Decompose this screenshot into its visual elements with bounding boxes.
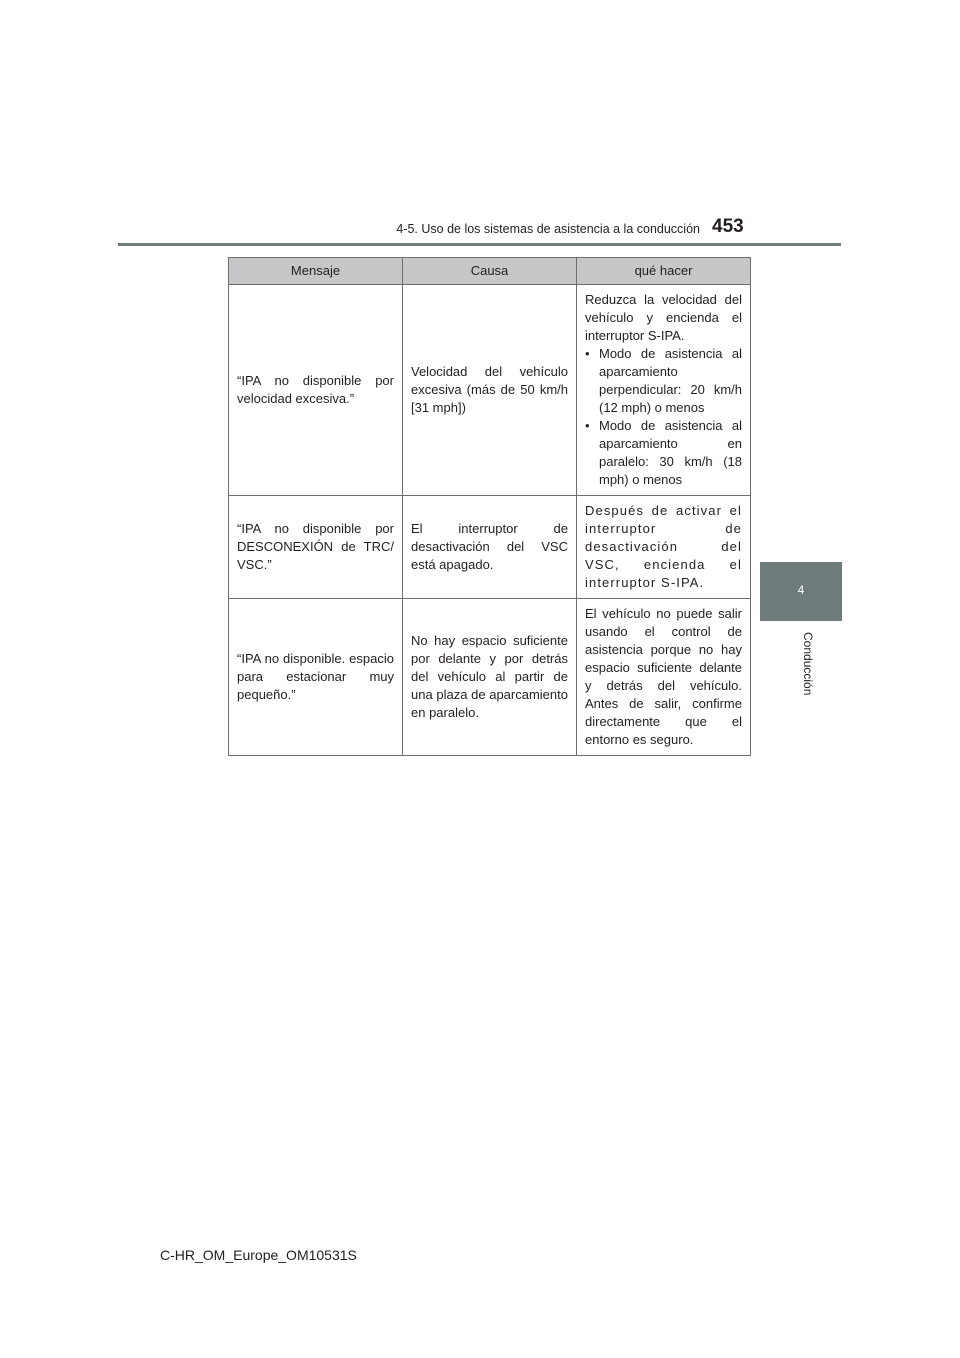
que-hacer-intro: Reduzca la velocidad del vehículo y encienda el interruptor S-IPA. xyxy=(585,292,742,343)
column-header-mensaje: Mensaje xyxy=(229,258,403,285)
mensaje-cell: “IPA no disponible por velocidad excesiva.” xyxy=(229,285,403,496)
document-code: C-HR_OM_Europe_OM10531S xyxy=(160,1247,357,1263)
page-number: 453 xyxy=(712,216,744,237)
chapter-number: 4 xyxy=(797,583,805,597)
header-divider xyxy=(118,243,841,246)
list-item-text: Modo de asistencia al aparcamiento en paralelo: 30 km/h (18 mph) o menos xyxy=(599,418,742,487)
message-table xyxy=(228,257,751,756)
bullet-icon: • xyxy=(585,346,590,361)
que-hacer-list xyxy=(585,345,742,489)
section-title: 4-5. Uso de los sistemas de asistencia a la conducción xyxy=(396,222,700,236)
table-header-row xyxy=(229,258,751,285)
list-item xyxy=(585,345,742,417)
que-hacer-cell xyxy=(577,285,751,496)
list-item-text: Modo de asistencia al aparcamiento perpendicular: 20 km/h (12 mph) o menos xyxy=(599,346,742,415)
table-row xyxy=(229,285,751,496)
column-header-causa: Causa xyxy=(403,258,577,285)
causa-cell: Velocidad del vehículo excesiva (más de 50 km/h [31 mph]) xyxy=(403,285,577,496)
table-row xyxy=(229,496,751,599)
mensaje-cell: “IPA no disponible. espacio para estacionar muy pequeño.” xyxy=(229,599,403,756)
bullet-icon: • xyxy=(585,418,590,433)
que-hacer-cell: El vehículo no puede salir usando el control de asistencia porque no hay espacio suficiente delante y detrás del vehículo. Antes de salir, confirme directamente que el entorno es seguro. xyxy=(577,599,751,756)
chapter-label: Conducción xyxy=(801,632,815,696)
que-hacer-cell: Después de activar el interruptor de desactivación del VSC, encienda el interruptor S-IPA. xyxy=(577,496,751,599)
chapter-tab xyxy=(760,562,842,621)
list-item xyxy=(585,417,742,489)
mensaje-cell: “IPA no disponible por DESCONEXIÓN de TRC/ VSC.” xyxy=(229,496,403,599)
causa-cell: No hay espacio suficiente por delante y por detrás del vehículo al partir de una plaza de aparcamiento en paralelo. xyxy=(403,599,577,756)
causa-cell: El interruptor de desactivación del VSC está apagado. xyxy=(403,496,577,599)
table-row xyxy=(229,599,751,756)
column-header-que-hacer: qué hacer xyxy=(577,258,751,285)
